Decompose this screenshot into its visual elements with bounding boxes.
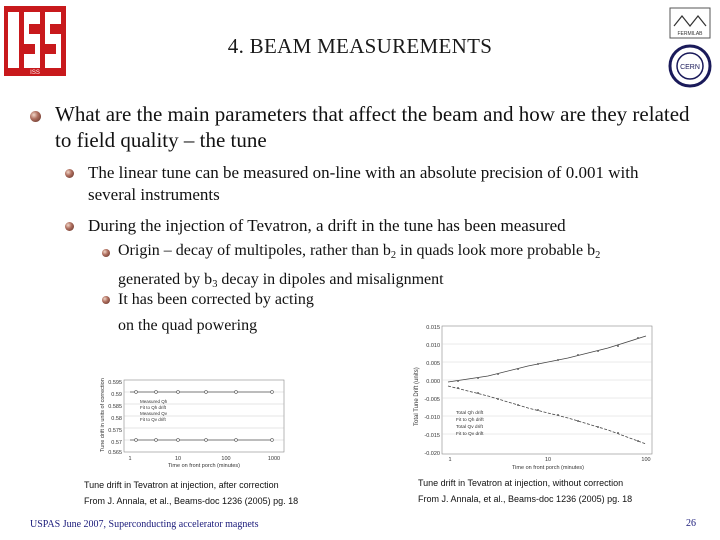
bullet-4-line2-post: decay in dipoles and misalignment — [217, 271, 444, 288]
left-chart-xlabel: Time on front porch (minutes) — [168, 463, 240, 468]
left-chart-legend-1: Measured Qh — [140, 399, 168, 404]
bullet-4-pre: Origin – decay of multipoles, rather than b — [118, 242, 391, 259]
bullet-5-line2: on the quad powering — [118, 317, 258, 334]
bullet-4-sub1: 2 — [390, 250, 397, 261]
bullet-1-text: What are the main parameters that affect the beam and how are they related to field quality – the tune — [55, 102, 690, 152]
bullet-2-marker — [65, 169, 74, 178]
bullet-5-line1: It has been corrected by acting — [118, 291, 314, 308]
right-chart-ytick-7: -0.015 — [424, 433, 440, 439]
right-chart-xtick-1: 1 — [448, 457, 452, 463]
left-chart-xtick-3: 100 — [221, 456, 231, 462]
bullet-2-text: The linear tune can be measured on-line with an absolute precision of 0.001 with several instruments — [88, 163, 639, 204]
left-caption-1: Tune drift in Tevatron at injection, after correction — [84, 480, 279, 490]
left-chart-ytick-1: 0.595 — [108, 380, 122, 386]
left-chart-legend-3: Measured Qv — [140, 411, 168, 416]
right-chart-ytick-6: -0.010 — [424, 415, 440, 421]
right-chart-ylabel: Total Tune Drift (units) — [414, 367, 420, 426]
right-chart-xtick-3: 100 — [641, 457, 651, 463]
right-chart-ytick-8: -0.020 — [424, 451, 440, 457]
bullet-3-text: During the injection of Tevatron, a drift in the tune has been measured — [88, 216, 566, 235]
left-chart-ytick-4: 0.58 — [111, 416, 122, 422]
bullet-5-marker — [102, 296, 110, 304]
bullet-1-marker — [30, 111, 41, 122]
left-chart-legend — [140, 399, 168, 422]
bullet-3-marker — [65, 222, 74, 231]
bullet-4-mid: in quads look more probable b — [396, 242, 596, 259]
logo-right-bottom-text: CERN — [680, 64, 700, 71]
left-chart-ytick-2: 0.59 — [111, 392, 122, 398]
left-chart-xtick-4: 1000 — [267, 456, 281, 462]
page-title: 4. BEAM MEASUREMENTS — [227, 34, 493, 58]
right-chart-legend-3: Total Qv drift — [456, 425, 483, 430]
right-chart-ytick-2: 0.010 — [426, 343, 440, 349]
footer-text: USPAS June 2007, Superconducting accelerator magnets — [30, 519, 259, 530]
left-caption-2: From J. Annala, et al., Beams-doc 1236 (2005) pg. 18 — [84, 496, 299, 506]
right-chart-ytick-4: 0.000 — [426, 379, 440, 385]
left-chart-ytick-6: 0.57 — [111, 440, 122, 446]
page-number: 26 — [686, 518, 696, 529]
bullet-4-sub3: 3 — [212, 279, 218, 290]
left-chart-xtick-2: 10 — [174, 456, 182, 462]
bullet-4-sub2: 2 — [595, 250, 601, 261]
left-chart-ytick-5: 0.575 — [108, 428, 122, 434]
bullet-4-marker — [102, 249, 110, 257]
right-chart-xtick-2: 10 — [544, 457, 552, 463]
right-tune-chart — [408, 320, 660, 470]
left-tune-chart — [96, 372, 292, 468]
right-chart-legend-1: Total Qh drift — [456, 411, 484, 416]
right-caption-1: Tune drift in Tevatron at injection, without correction — [418, 478, 624, 488]
logo-left-text: ISS — [30, 70, 40, 76]
right-caption-2: From J. Annala, et al., Beams-doc 1236 (2005) pg. 18 — [418, 494, 633, 504]
left-chart-ylabel: Tune drift in units of correction — [100, 378, 106, 452]
right-chart-ytick-1: 0.015 — [426, 325, 440, 331]
right-chart-ytick-5: -0.005 — [424, 397, 440, 403]
bullet-5-text — [118, 287, 418, 339]
left-chart-legend-4: Fit to Qv drift — [140, 417, 166, 422]
left-chart-ytick-7: 0.565 — [108, 450, 122, 456]
left-chart-ytick-3: 0.585 — [108, 404, 122, 410]
right-chart-legend-2: Fit to Qh drift — [456, 418, 484, 423]
right-chart-legend-4: Fit to Qv drift — [456, 432, 484, 437]
left-chart-xtick-1: 1 — [128, 456, 132, 462]
bullet-4-line2-pre: generated by b — [118, 271, 213, 288]
logo-right-top-text: FERMILAB — [677, 31, 703, 37]
right-chart-xlabel: Time on front porch (minutes) — [512, 465, 584, 470]
left-chart-legend-2: Fit to Qh drift — [140, 405, 167, 410]
right-chart-ytick-3: 0.005 — [426, 361, 440, 367]
